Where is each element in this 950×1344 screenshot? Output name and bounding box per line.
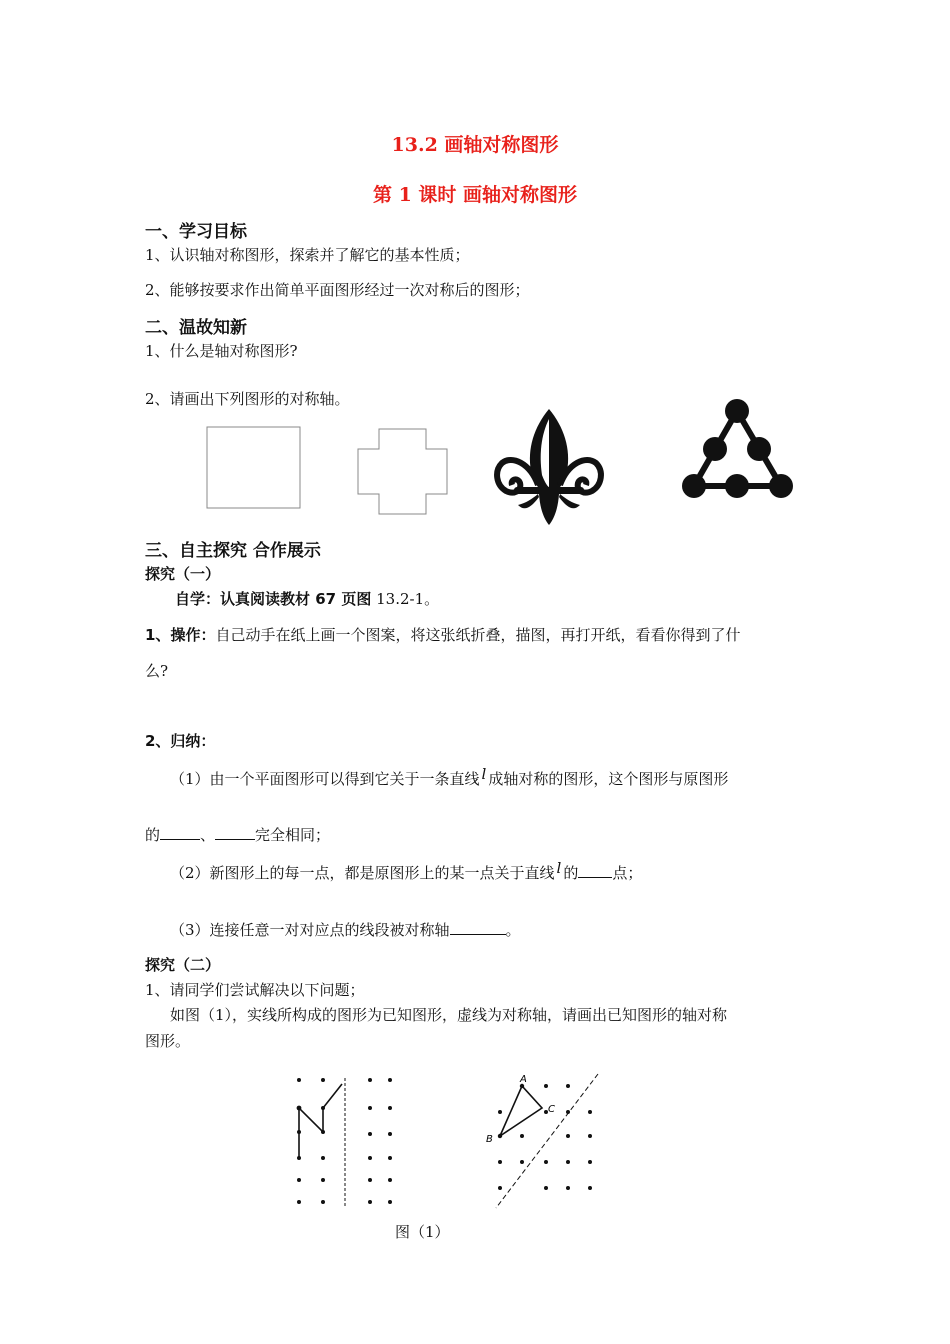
section-heading-explore: 三、自主探究 合作展示	[145, 541, 321, 561]
answer-blank[interactable]	[578, 863, 612, 878]
explore-two-heading: 探究（二）	[145, 956, 221, 974]
review-question: 2、请画出下列图形的对称轴。	[145, 390, 350, 408]
operation-line	[145, 624, 740, 645]
cross-figure	[357, 428, 449, 516]
figure-caption: 图（1）	[395, 1223, 450, 1241]
induction-text: 点；	[612, 864, 643, 882]
induction-text: 。	[505, 921, 521, 939]
induction-text: 的	[563, 864, 579, 882]
induction-heading: 2、归纳：	[145, 732, 216, 750]
induction-text: （1）由一个平面图形可以得到它关于一条直线	[170, 770, 480, 788]
dot-grid-figure-right	[482, 1068, 604, 1212]
triangle-dots-figure	[676, 396, 798, 502]
self-study-figure-ref: 13.2-1。	[371, 590, 440, 608]
vertex-label-a: A	[520, 1074, 527, 1085]
explore-one-heading: 探究（一）	[145, 565, 221, 583]
induction-item-1-continued	[145, 824, 330, 845]
induction-text: 成轴对称的图形，这个图形与原图形	[488, 770, 729, 788]
goal-item: 2、能够按要求作出简单平面图形经过一次对称后的图形；	[145, 281, 530, 299]
self-study-label: 自学：认真阅读教材	[175, 590, 311, 608]
dot-grid-figure-left	[290, 1070, 400, 1210]
self-study-page: 67	[310, 590, 342, 608]
answer-blank[interactable]	[450, 920, 506, 935]
induction-text: （2）新图形上的每一点，都是原图形上的某一点关于直线	[170, 864, 555, 882]
self-study-line	[175, 588, 439, 609]
operation-label: 操作：	[170, 626, 216, 644]
operation-text-continued: 么?	[145, 662, 169, 680]
induction-text: （3）连接任意一对对应点的线段被对称轴	[170, 921, 450, 939]
explore-two-question: 1、请同学们尝试解决以下问题；	[145, 981, 365, 999]
separator: 、	[200, 826, 216, 844]
goal-item: 1、认识轴对称图形，探索并了解它的基本性质；	[145, 246, 470, 264]
answer-blank[interactable]	[215, 825, 255, 840]
induction-item-2	[170, 859, 643, 883]
induction-text: 的	[145, 826, 161, 844]
operation-text: 自己动手在纸上画一个图案，将这张纸折叠，描图，再打开纸，看看你得到了什	[215, 626, 741, 644]
vertex-label-b: B	[486, 1134, 493, 1145]
section-heading-goals: 一、学习目标	[145, 222, 247, 242]
section-heading-review: 二、温故知新	[145, 318, 247, 338]
page-subtitle: 第 1 课时 画轴对称图形	[372, 184, 578, 206]
page-title: 13.2 画轴对称图形	[391, 134, 559, 156]
explore-two-text: 如图（1），实线所构成的图形为已知图形，虚线为对称轴，请画出已知图形的轴对称	[170, 1006, 728, 1024]
induction-text: 完全相同；	[255, 826, 331, 844]
induction-item-1	[170, 765, 729, 789]
square-figure	[206, 426, 302, 510]
vertex-label-c: C	[548, 1104, 555, 1115]
review-question: 1、什么是轴对称图形?	[145, 342, 298, 360]
fleur-de-lis-figure	[492, 405, 607, 529]
explore-two-text-continued: 图形。	[145, 1032, 191, 1050]
line-variable: l	[556, 859, 562, 877]
induction-item-3	[170, 919, 521, 940]
line-variable: l	[481, 765, 487, 783]
answer-blank[interactable]	[160, 825, 200, 840]
self-study-mid: 页图	[341, 590, 372, 608]
operation-number: 1、	[145, 626, 171, 644]
